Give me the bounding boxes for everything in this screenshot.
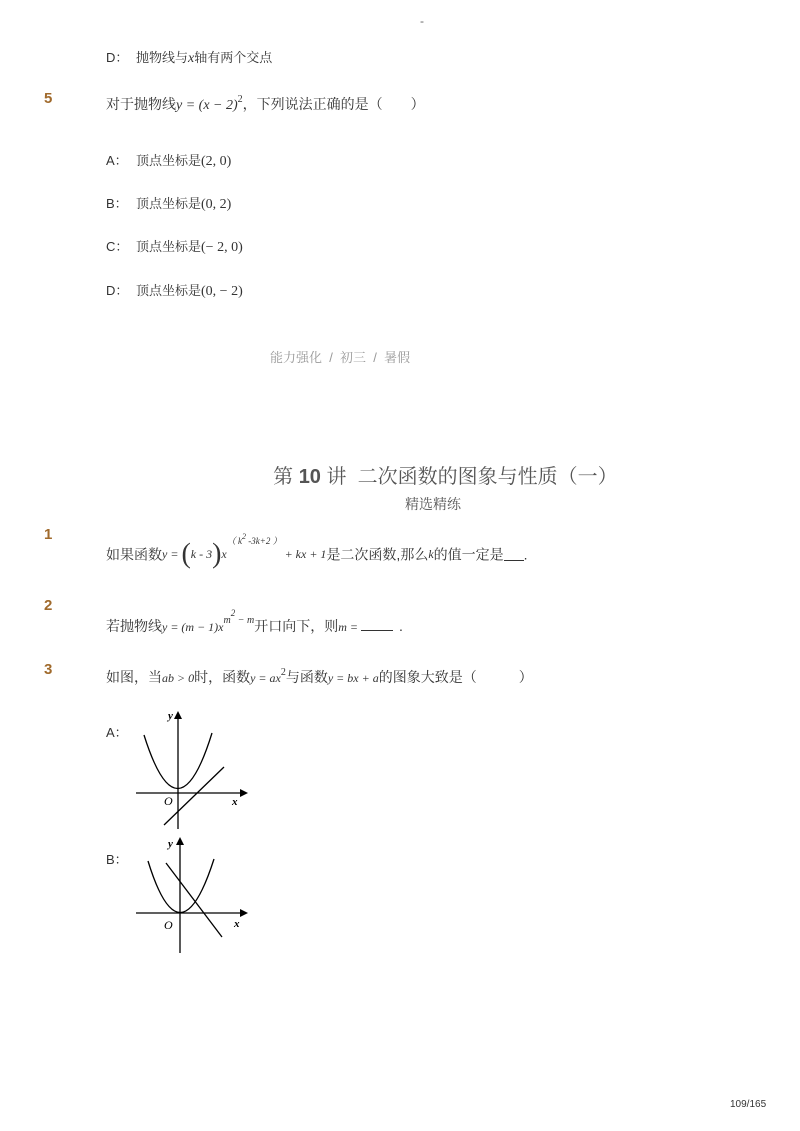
stem-var-k: k — [428, 546, 434, 561]
option-letter: D： — [106, 283, 129, 298]
exponent-sq: 2 — [230, 608, 236, 618]
paren-left: ( — [181, 538, 191, 570]
option-var: x — [188, 51, 195, 66]
origin-label: O — [164, 794, 173, 808]
stem-text: 若抛物线 — [106, 618, 162, 634]
lecture-prefix: 第 — [273, 466, 299, 488]
stem-exponent — [223, 608, 255, 626]
q5-option-b[interactable] — [106, 193, 231, 213]
stem-exponent — [226, 532, 282, 546]
question-2-stem — [106, 608, 403, 636]
stem-text: ，下列说法正确的是（ ） — [242, 96, 425, 112]
stem-var-x: x — [221, 546, 227, 561]
paren-right: ) — [212, 538, 222, 570]
q3-option-a-letter[interactable]: A： — [106, 725, 128, 740]
y-label: y — [168, 838, 173, 850]
question-number-3: 3 — [44, 661, 53, 678]
paren-content: k - 3 — [190, 546, 213, 561]
option-value: (0, − 2) — [201, 284, 243, 299]
question-5-stem — [106, 94, 425, 114]
q5-option-d[interactable] — [106, 280, 243, 300]
option-letter: D： — [106, 50, 129, 65]
stem-text: 开口向下，则 — [254, 618, 339, 634]
stem-formula: y = (m − 1)x — [162, 620, 224, 634]
stem-text: 的值一定是 — [433, 546, 504, 563]
stem-function-2: y = bx + a — [327, 671, 379, 685]
q5-option-c[interactable] — [106, 236, 243, 256]
exponent-rest: -3k+2 ） — [246, 536, 282, 546]
question-number-2: 2 — [44, 597, 53, 614]
option-value: (0, 2) — [201, 197, 232, 212]
stem-exponent: 2 — [237, 94, 243, 105]
course-footer: 能力强化 / 初三 / 暑假 — [270, 350, 411, 365]
exponent-sq: 2 — [242, 532, 246, 541]
q5-option-a[interactable] — [106, 150, 231, 170]
option-label: 顶点坐标是 — [136, 196, 202, 211]
stem-formula-b: + kx + 1 — [281, 546, 327, 561]
option-text: 抛物线与 — [136, 50, 189, 65]
lecture-title — [262, 437, 618, 489]
option-text: 轴有两个交点 — [194, 50, 273, 65]
lecture-suffix: 讲 二次函数的图象与性质（一） — [320, 466, 618, 488]
origin-label: O — [164, 918, 173, 932]
question-1-stem — [106, 532, 528, 570]
exponent-k: （ k — [226, 536, 242, 546]
stem-text: 对于抛物线 — [106, 96, 176, 112]
option-label: 顶点坐标是 — [136, 153, 202, 168]
option-letter: A： — [106, 153, 128, 168]
y-axis-arrow — [176, 837, 184, 845]
question-number-5: 5 — [44, 90, 53, 107]
x-axis-arrow — [240, 909, 248, 917]
option-value: (2, 0) — [201, 154, 232, 169]
stem-text: 时，函数 — [194, 669, 251, 685]
stem-condition: ab > 0 — [162, 671, 195, 685]
y-axis-arrow — [174, 711, 182, 719]
prev-question-option-d — [106, 47, 272, 67]
period: . — [523, 546, 528, 563]
section-title: 精选精练 — [405, 496, 461, 512]
lecture-number: 10 — [298, 466, 321, 488]
question-3-stem — [106, 667, 533, 687]
stem-exponent: 2 — [280, 667, 286, 678]
exponent-m: m — [223, 615, 231, 626]
page-number: 109/165 — [730, 1099, 767, 1110]
x-axis-arrow — [240, 789, 248, 797]
parabola-curve — [148, 859, 214, 913]
top-mark: - — [420, 14, 424, 28]
question-number-1: 1 — [44, 526, 53, 543]
stem-text: 如图，当 — [106, 669, 162, 685]
x-label: x — [232, 796, 238, 808]
q3-option-a-graph — [130, 705, 255, 835]
stem-text: 如果函数 — [106, 546, 162, 563]
answer-blank[interactable] — [504, 548, 524, 561]
stem-formula: y = — [162, 546, 182, 561]
option-value: (− 2, 0) — [201, 240, 243, 255]
stem-formula: y = (x − 2) — [176, 98, 238, 113]
option-letter: B： — [106, 196, 128, 211]
stem-end: . — [399, 618, 403, 634]
option-letter: C： — [106, 239, 129, 254]
stem-var-m: m = — [338, 620, 361, 634]
answer-blank[interactable] — [361, 618, 393, 631]
x-label: x — [234, 918, 240, 930]
linear-line — [166, 863, 222, 937]
option-label: 顶点坐标是 — [136, 239, 202, 254]
stem-text: 是二次函数,那么 — [326, 546, 429, 563]
option-label: 顶点坐标是 — [136, 283, 202, 298]
exponent-rest: − m — [235, 615, 255, 626]
stem-function-1: y = ax — [250, 671, 281, 685]
q3-option-b-graph — [130, 833, 255, 958]
y-label: y — [168, 710, 173, 722]
q3-option-b-letter[interactable]: B： — [106, 852, 128, 867]
stem-text: 与函数 — [285, 669, 328, 685]
stem-text: 的图象大致是（ ） — [378, 669, 533, 685]
